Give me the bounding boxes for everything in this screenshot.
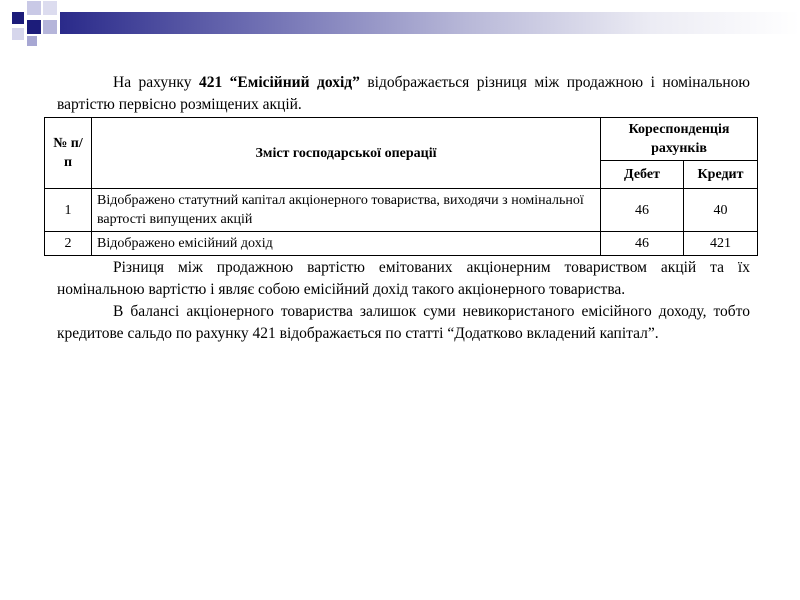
row-credit: 421 bbox=[684, 232, 758, 256]
table-header-row bbox=[45, 118, 758, 161]
header-content: Зміст господарської операції bbox=[92, 118, 601, 189]
decor-square bbox=[12, 28, 24, 40]
body-paragraph: Різниця між продажною вартістю емітованих акціонерним товариством акцій та їх номінальною вартістю і являє собою емісійний дохід такого акціонерного товариства. bbox=[57, 259, 750, 298]
slide-content bbox=[53, 72, 751, 345]
row-debit: 46 bbox=[601, 232, 684, 256]
row-num: 2 bbox=[45, 232, 92, 256]
row-debit: 46 bbox=[601, 189, 684, 232]
decor-square bbox=[27, 36, 37, 46]
header-credit: Кредит bbox=[684, 161, 758, 189]
account-name: 421 “Емісійний дохід” bbox=[198, 74, 360, 91]
table-row bbox=[45, 232, 758, 256]
row-credit: 40 bbox=[684, 189, 758, 232]
decor-square bbox=[43, 20, 57, 34]
header-gradient-bar bbox=[60, 12, 800, 34]
operations-table bbox=[44, 117, 758, 256]
row-num: 1 bbox=[45, 189, 92, 232]
table-row bbox=[45, 189, 758, 232]
decor-square bbox=[43, 1, 57, 15]
header-num: № п/п bbox=[45, 118, 92, 189]
decor-square bbox=[12, 12, 24, 24]
header-correspondence: Кореспонденція рахунків bbox=[601, 118, 758, 161]
row-content: Відображено емісійний дохід bbox=[92, 232, 601, 256]
decor-square bbox=[27, 1, 41, 15]
row-content: Відображено статутний капітал акціонерного товариства, виходячи з номінальної вартості випущених акцій bbox=[92, 189, 601, 232]
decor-square bbox=[27, 20, 41, 34]
intro-paragraph: На рахунку 421 “Емісійний дохід” відображається різниця між продажною і номінальною вартістю первісно розміщених акцій. bbox=[57, 74, 751, 113]
header-debit: Дебет bbox=[601, 161, 684, 189]
body-paragraph: В балансі акціонерного товариства залишок суми невикористаного емісійного доходу, тобто кредитове сальдо по рахунку 421 відображається по статті “Додатково вкладений капітал”. bbox=[57, 303, 750, 342]
